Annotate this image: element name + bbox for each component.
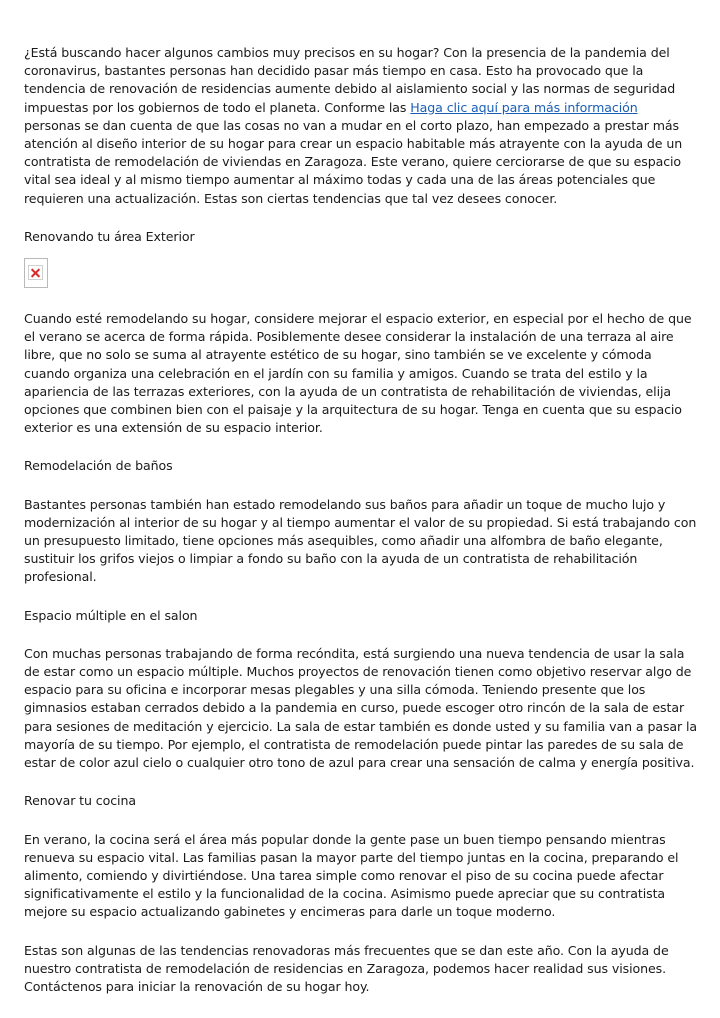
spacer (24, 476, 698, 496)
spacer (24, 246, 698, 257)
closing-paragraph: Estas son algunas de las tendencias renovadoras más frecuentes que se dan este año. Con la ayuda de nuestro contratista de remodelación de residencias en Zaragoza, podemos hacer realidad sus visiones. Contáctenos para iniciar la renovación de su hogar hoy. (24, 942, 669, 994)
spacer (24, 437, 698, 457)
article (24, 44, 698, 996)
spacer (24, 208, 698, 228)
intro-text-after-link: personas se dan cuenta de que las cosas no van a mudar en el corto plazo, han empezado a prestar más atención al diseño interior de su hogar para crear un espacio habitable más atrayente con la ayuda de un contratista de remodelación de viviendas en Zaragoza. Este verano, quiere cerciorarse de que su espacio vital sea ideal y al mismo tiempo aumentar al máximo todas y cada una de las áreas potenciales que requieren una actualización. Estas son ciertas tendencias que tal vez desees conocer. (24, 117, 683, 206)
intro-paragraph (24, 44, 698, 208)
spacer (24, 587, 698, 607)
broken-image (24, 258, 48, 288)
spacer (24, 772, 698, 792)
section-heading-banos: Remodelación de baños (24, 458, 173, 474)
section-body-cocina: En verano, la cocina será el área más popular donde la gente pase un buen tiempo pensando mientras renueva su espacio vital. Las familias pasan la mayor parte del tiempo juntas en la cocina, preparando el alimento, comiendo y divirtiéndose. Una tarea simple como renovar el piso de su cocina puede afectar significativamente el estilo y la funcionalidad de la cocina. Asimismo puede apreciar que su contratista mejore su espacio actualizando gabinetes y encimeras para darle un toque moderno. (24, 831, 679, 920)
section-body-banos: Bastantes personas también han estado remodelando sus baños para añadir un toque de mucho lujo y modernización al interior de su hogar y al tiempo aumentar el valor de su propiedad. Si está trabajando con un presupuesto limitado, tiene opciones más asequibles, como añadir una alfombra de baño elegante, sustituir los grifos viejos o limpiar a fondo su baño con la ayuda de un contratista de rehabilitación profesional. (24, 496, 697, 585)
broken-image-icon (28, 265, 43, 280)
section-body-exterior: Cuando esté remodelando su hogar, considere mejorar el espacio exterior, en especial por el hecho de que el verano se acerca de forma rápida. Posiblemente desee considerar la instalación de una terraza al aire libre, que no solo se suma al atrayente estético de su hogar, sino también se ve excelente y cómoda cuando organiza una celebración en el jardín con su familia y amigos. Cuando se trata del estilo y la apariencia de las terrazas exteriores, con la ayuda de un contratista de rehabilitación de viviendas, elija opciones que combinen bien con el paisaje y la arquitectura de su hogar. Tenga en cuenta que su espacio exterior es una extensión de su espacio interior. (24, 311, 692, 436)
spacer (24, 811, 698, 831)
section-heading-cocina: Renovar tu cocina (24, 793, 136, 809)
more-info-link[interactable]: Haga clic aquí para más información (410, 99, 638, 115)
section-heading-exterior: Renovando tu área Exterior (24, 228, 195, 244)
spacer (24, 922, 698, 942)
section-heading-salon: Espacio múltiple en el salon (24, 607, 198, 623)
spacer (24, 625, 698, 645)
section-body-salon: Con muchas personas trabajando de forma recóndita, está surgiendo una nueva tendencia de usar la sala de estar como un espacio múltiple. Muchos proyectos de renovación tienen como objetivo reservar algo de espacio para su oficina e incorporar mesas plegables y una silla cómoda. Teniendo presente que los gimnasios estaban cerrados debido a la pandemia en curso, puede escoger otro rincón de la sala de estar para sesiones de meditación y ejercicio. La sala de estar también es donde usted y su familia van a pasar la mayoría de su tiempo. Por ejemplo, el contratista de remodelación puede pintar las paredes de su sala de estar de color azul cielo o cualquier otro tono de azul para crear una sensación de calma y energía positiva. (24, 645, 698, 771)
intro-text-before-link: ¿Está buscando hacer algunos cambios muy precisos en su hogar? Con la presencia de la pandemia del coronavirus, bastantes personas han decidido pasar más tiempo en casa. Esto ha provocado que la tendencia de renovación de residencias aumente debido al aislamiento social y las normas de seguridad impuestas por los gobiernos de todo el planeta. Conforme las (24, 45, 676, 115)
